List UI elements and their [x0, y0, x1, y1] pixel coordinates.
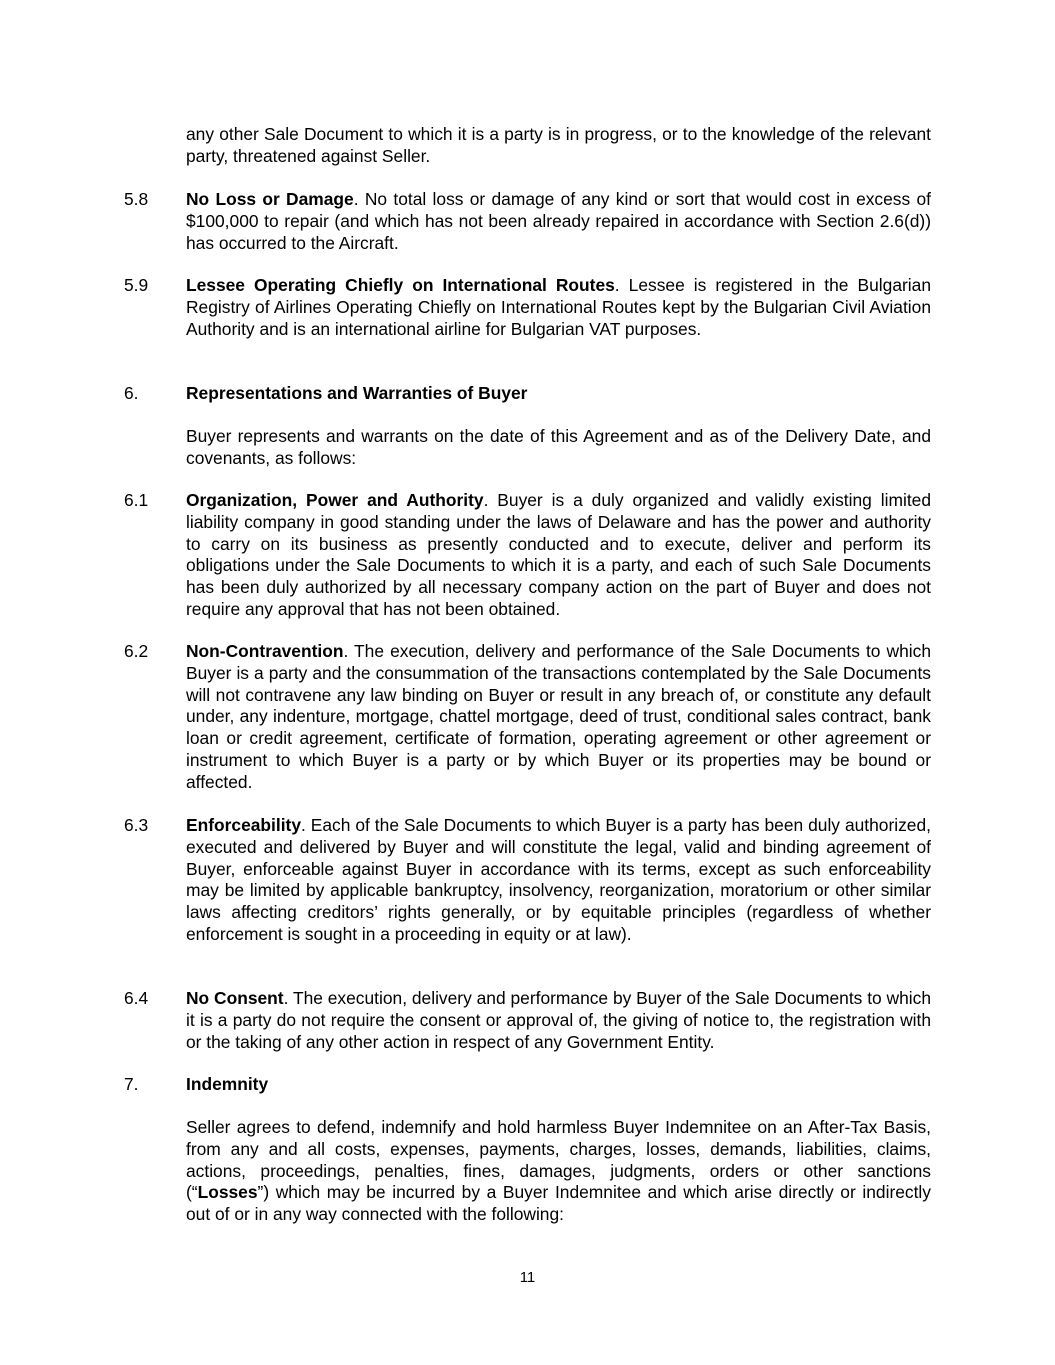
- section-number: 6.: [124, 383, 139, 403]
- section-body: [186, 189, 931, 254]
- defined-term: Losses: [197, 1182, 258, 1203]
- section-text: . No total loss or damage of any kind or sort that would cost in excess of $100,000 to repair (and which has not been already repaired in accordance with Section 2.6(d)) has occurred to the Aircraft.: [186, 189, 931, 253]
- section-text: . Buyer is a duly organized and validly existing limited liability company in good standing under the laws of Delaware and has the power and authority to carry on its business as presently conducted and to execute, deliver and perform its obligations under the Sale Documents to which it is a party, and each of such Sale Documents has been duly authorized by all necessary company action on the part of Buyer and does not require any approval that has not been obtained.: [186, 490, 931, 619]
- section-title: Non-Contravention: [186, 641, 344, 661]
- section-6-1: [124, 490, 931, 621]
- section-text: . The execution, delivery and performance by Buyer of the Sale Documents to which it is a party do not require the consent or approval of, the giving of notice to, the registration with or the taking of any other action in respect of any Government Entity.: [186, 988, 932, 1052]
- section-number: 5.9: [124, 275, 149, 295]
- section-number: 6.2: [124, 641, 149, 661]
- section-body: [186, 815, 931, 946]
- section-number: 6.4: [124, 988, 149, 1008]
- section-heading: Indemnity: [186, 1074, 269, 1094]
- section-5-9: [124, 275, 931, 340]
- section-6-heading: [124, 383, 931, 405]
- section-body: [186, 988, 931, 1053]
- section-text: . The execution, delivery and performance of the Sale Documents to which Buyer is a party and the consummation of the transactions contemplated by the Sale Documents will not contravene any law binding on Buyer or result in any breach of, or constitute any default under, any indenture, mortgage, chattel mortgage, deed of trust, conditional sales contract, bank loan or credit agreement, certificate of formation, operating agreement or other agreement or instrument to which Buyer is a party or by which Buyer or its properties may be bound or affected.: [186, 641, 931, 792]
- section-body: [186, 275, 931, 340]
- section-number: 5.8: [124, 189, 149, 209]
- section-title: No Consent: [186, 988, 284, 1008]
- section-text: . Each of the Sale Documents to which Buyer is a party has been duly authorized, executed and delivered by Buyer and will constitute the legal, valid and binding agreement of Buyer, enforceable against Buyer in accordance with its terms, except as such enforceability may be limited by applicable bankruptcy, insolvency, reorganization, moratorium or other similar laws affecting creditors’ rights generally, or by equitable principles (regardless of whether enforcement is sought in a proceeding in equity or at law).: [186, 815, 931, 944]
- indemnity-paragraph: Seller agrees to defend, indemnify and hold harmless Buyer Indemnitee on an After-Tax Basis, from any and all costs, expenses, payments, charges, losses, demands, liabilities, claims, actions, proceedings, penalties, fines, damages, judgments, orders or other sanctions (“Losses”) which may be incurred by a Buyer Indemnitee and which arise directly or indirectly out of or in any way connected with the following:: [186, 1117, 931, 1225]
- section-6-2: [124, 641, 931, 794]
- section-7-heading: [124, 1074, 931, 1096]
- section-number: 6.3: [124, 815, 149, 835]
- section-body: [186, 641, 931, 794]
- section-6-intro: Buyer represents and warrants on the date of this Agreement and as of the Delivery Date, and covenants, as follows:: [186, 426, 931, 468]
- section-text: . Lessee is registered in the Bulgarian Registry of Airlines Operating Chiefly on International Routes kept by the Bulgarian Civil Aviation Authority and is an international airline for Bulgarian VAT purposes.: [186, 275, 931, 339]
- section-5-8: [124, 189, 931, 254]
- section-title: Enforceability: [186, 815, 302, 835]
- section-6-3: [124, 815, 931, 946]
- section-number: 7.: [124, 1074, 139, 1094]
- continuation-paragraph: any other Sale Document to which it is a party is in progress, or to the knowledge of the relevant party, threatened against Seller.: [186, 124, 931, 166]
- section-title: No Loss or Damage: [186, 189, 354, 209]
- section-heading: Representations and Warranties of Buyer: [186, 383, 528, 403]
- section-7-intro: [124, 1117, 931, 1226]
- section-title: Organization, Power and Authority: [186, 490, 484, 510]
- section-6-4: [124, 988, 931, 1053]
- section-number: 6.1: [124, 490, 149, 510]
- section-body: [186, 490, 931, 621]
- section-title: Lessee Operating Chiefly on International Routes: [186, 275, 615, 295]
- page-number: 11: [519, 1269, 536, 1286]
